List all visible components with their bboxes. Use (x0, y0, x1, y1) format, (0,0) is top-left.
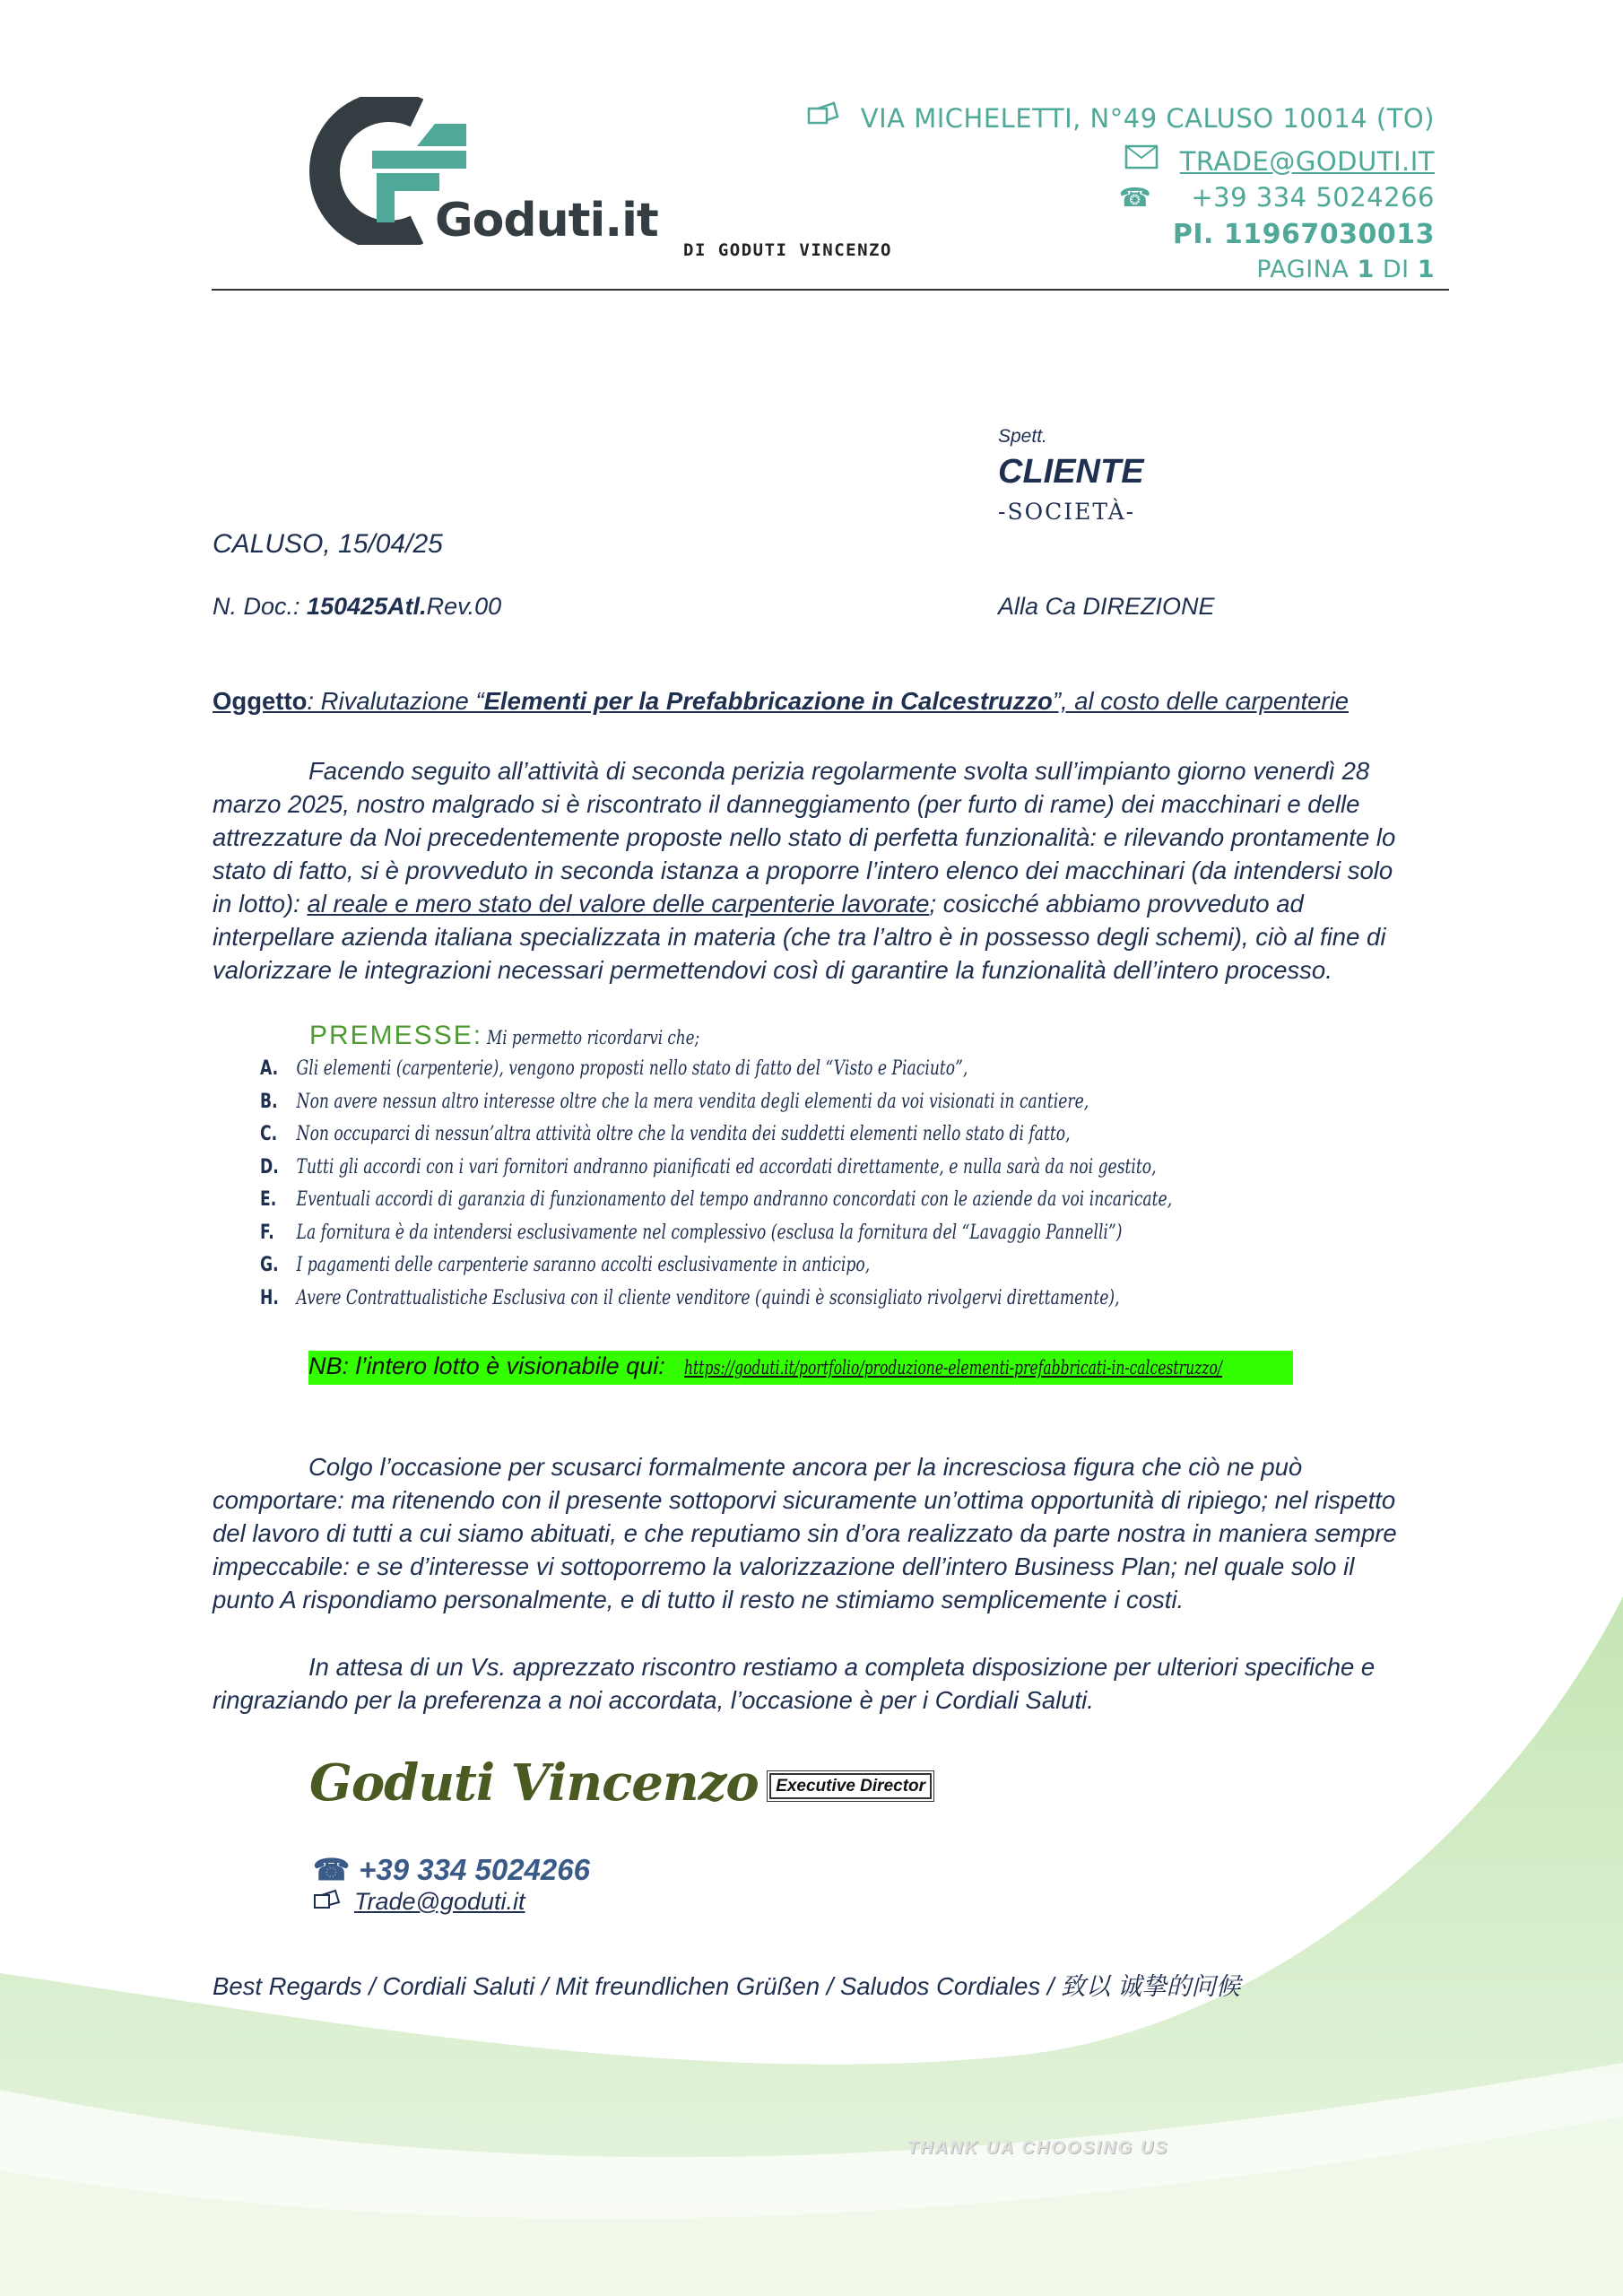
premesse-item (260, 1287, 1169, 1320)
premesse-list (260, 1057, 1426, 1319)
phone-icon: ☎ (1118, 182, 1152, 213)
premesse-item-letter: E. (260, 1188, 277, 1211)
place-date: CALUSO, 15/04/25 (213, 529, 443, 559)
premesse-item-letter: D. (260, 1155, 279, 1178)
footer-tagline: THANK UA CHOOSING US (907, 2138, 1169, 2158)
document-number: N. Doc.: 150425Atl.Rev.00 (213, 593, 502, 620)
premesse-item-letter: H. (260, 1286, 279, 1309)
logo-subtitle: DI GODUTI VINCENZO (683, 240, 892, 260)
premesse-item-letter: F. (260, 1221, 274, 1244)
premesse-item-letter: G. (260, 1254, 279, 1276)
premesse-item (260, 1222, 1169, 1255)
signature-phone: ☎ +39 334 5024266 (313, 1853, 590, 1886)
recipient-name: CLIENTE (998, 453, 1144, 491)
premesse-item-text: Tutti gli accordi con i vari fornitori andranno pianificati ed accordati direttamente, e nulla sarà da noi gestito, (296, 1155, 1157, 1178)
subject-line: Oggetto: Rivalutazione “Elementi per la Prefabbricazione in Calcestruzzo”, al costo delle carpenterie (213, 687, 1349, 715)
premesse-item-text: Eventuali accordi di garanzia di funzionamento del tempo andranno concordati con le aziende da voi incaricate, (296, 1188, 1173, 1211)
header-vat: PI. 11967030013 (1172, 219, 1435, 250)
mailbox-icon (807, 100, 841, 134)
premesse-item (260, 1091, 1169, 1124)
recipient-attention: Alla Ca DIREZIONE (998, 593, 1215, 620)
paragraph-3: In attesa di un Vs. apprezzato riscontro restiamo a completa disposizione per ulteriori specifiche e ringraziando per la preferenza a noi accordata, l’occasione è per i Cordiali Saluti. (213, 1653, 1376, 1714)
premesse-item (260, 1156, 1169, 1189)
logo-text: Goduti.it (435, 194, 658, 248)
note-line (308, 1352, 1411, 1380)
header-email[interactable]: TRADE@GODUTI.IT (1124, 144, 1435, 177)
company-logo (309, 97, 668, 249)
premesse-item-text: Non occuparci di nessun’altra attività oltre che la vendita dei suddetti elementi nello stato di fatto, (296, 1123, 1071, 1145)
subject-label: Oggetto (213, 687, 308, 715)
premesse-item-letter: B. (260, 1090, 278, 1113)
header-address: VIA MICHELETTI, N°49 CALUSO 10014 (TO) (807, 100, 1435, 134)
signature-role: Executive Director (769, 1773, 932, 1799)
paragraph-1: Facendo seguito all’attività di seconda perizia regolarmente svolta sull’impianto giorno venerdì 28 marzo 2025, nostro malgrado si è riscontrato il danneggiamento (per furto di rame) dei macchinari e delle attrezzature da Noi precedentemente proposte nello stato di perfetta funzionalità: e rilevando prontamente lo stato di fatto, si è provveduto in seconda istanza a proporre l’intero elenco dei macchinari (da intendersi solo in lotto): al reale e mero stato del valore delle carpenterie lavorate; cosicché abbiamo provveduto ad interpellare azienda italiana specializzata in materia (che tra l’altro è in possesso degli schemi), ciò al fine di valorizzare le integrazioni necessari permettendovi così di garantire la funzionalità dell’intero processo. (213, 757, 1396, 984)
premesse-item-text: Avere Contrattualistiche Esclusiva con il cliente venditore (quindi è sconsigliato rivolgervi direttamente), (296, 1286, 1120, 1309)
premesse-heading: PREMESSE: Mi permetto ricordarvi che; (309, 1021, 699, 1050)
header-pagination: PAGINA 1 DI 1 (1256, 256, 1435, 283)
signature-email[interactable]: Trade@goduti.it (313, 1888, 525, 1918)
paragraph-2: Colgo l’occasione per scusarci formalmente ancora per la incresciosa figura che ciò ne può comportare: ma ritenendo con il presente sottoporvi sicuramente un’ottima opportunità di ripiego; nel rispetto del lavoro di tutti a cui siamo abituati, e che reputiamo sin d’ora realizzato da parte nostra in maniera sempre impeccabile: e se d’interesse vi sottoporremo la valorizzazione dell’intero Business Plan; nel quale solo il punto A rispondiamo personalmente, e di tutto il resto ne stimiamo semplicemente i costi. (213, 1453, 1397, 1613)
header-phone: ☎ +39 334 5024266 (1118, 182, 1435, 213)
mailbox-icon (313, 1888, 342, 1918)
recipient-company: -SOCIETÀ- (998, 499, 1136, 525)
premesse-item-letter: C. (260, 1123, 278, 1145)
signature-name: Goduti Vincenzo (309, 1753, 759, 1813)
envelope-icon (1124, 144, 1160, 177)
signature (309, 1753, 932, 1813)
premesse-item (260, 1254, 1169, 1287)
header-divider (212, 289, 1449, 291)
closing-greetings: Best Regards / Cordiali Saluti / Mit freundlichen Grüßen / Saludos Cordiales / 致以 诚挚的问候 (213, 1972, 1241, 2000)
premesse-item (260, 1123, 1169, 1156)
note-label: NB: l’intero lotto è visionabile qui: (308, 1352, 665, 1379)
premesse-item (260, 1057, 1169, 1091)
premesse-item (260, 1188, 1173, 1222)
note-link[interactable]: https://goduti.it/portfolio/produzione-elementi-prefabbricati-in-calcestruzzo/ (684, 1357, 1223, 1378)
premesse-item-text: Non avere nessun altro interesse oltre che la mera vendita degli elementi da voi visionati in cantiere, (296, 1090, 1089, 1113)
recipient-salutation: Spett. (998, 426, 1047, 447)
premesse-item-text: La fornitura è da intendersi esclusivamente nel complessivo (esclusa la fornitura del “Lavaggio Pannelli”) (296, 1221, 1123, 1244)
premesse-item-letter: A. (260, 1057, 279, 1080)
premesse-item-text: Gli elementi (carpenterie), vengono proposti nello stato di fatto del “Visto e Piaciuto”, (296, 1057, 968, 1080)
premesse-item-text: I pagamenti delle carpenterie saranno accolti esclusivamente in anticipo, (296, 1254, 871, 1276)
phone-icon: ☎ (313, 1853, 351, 1886)
